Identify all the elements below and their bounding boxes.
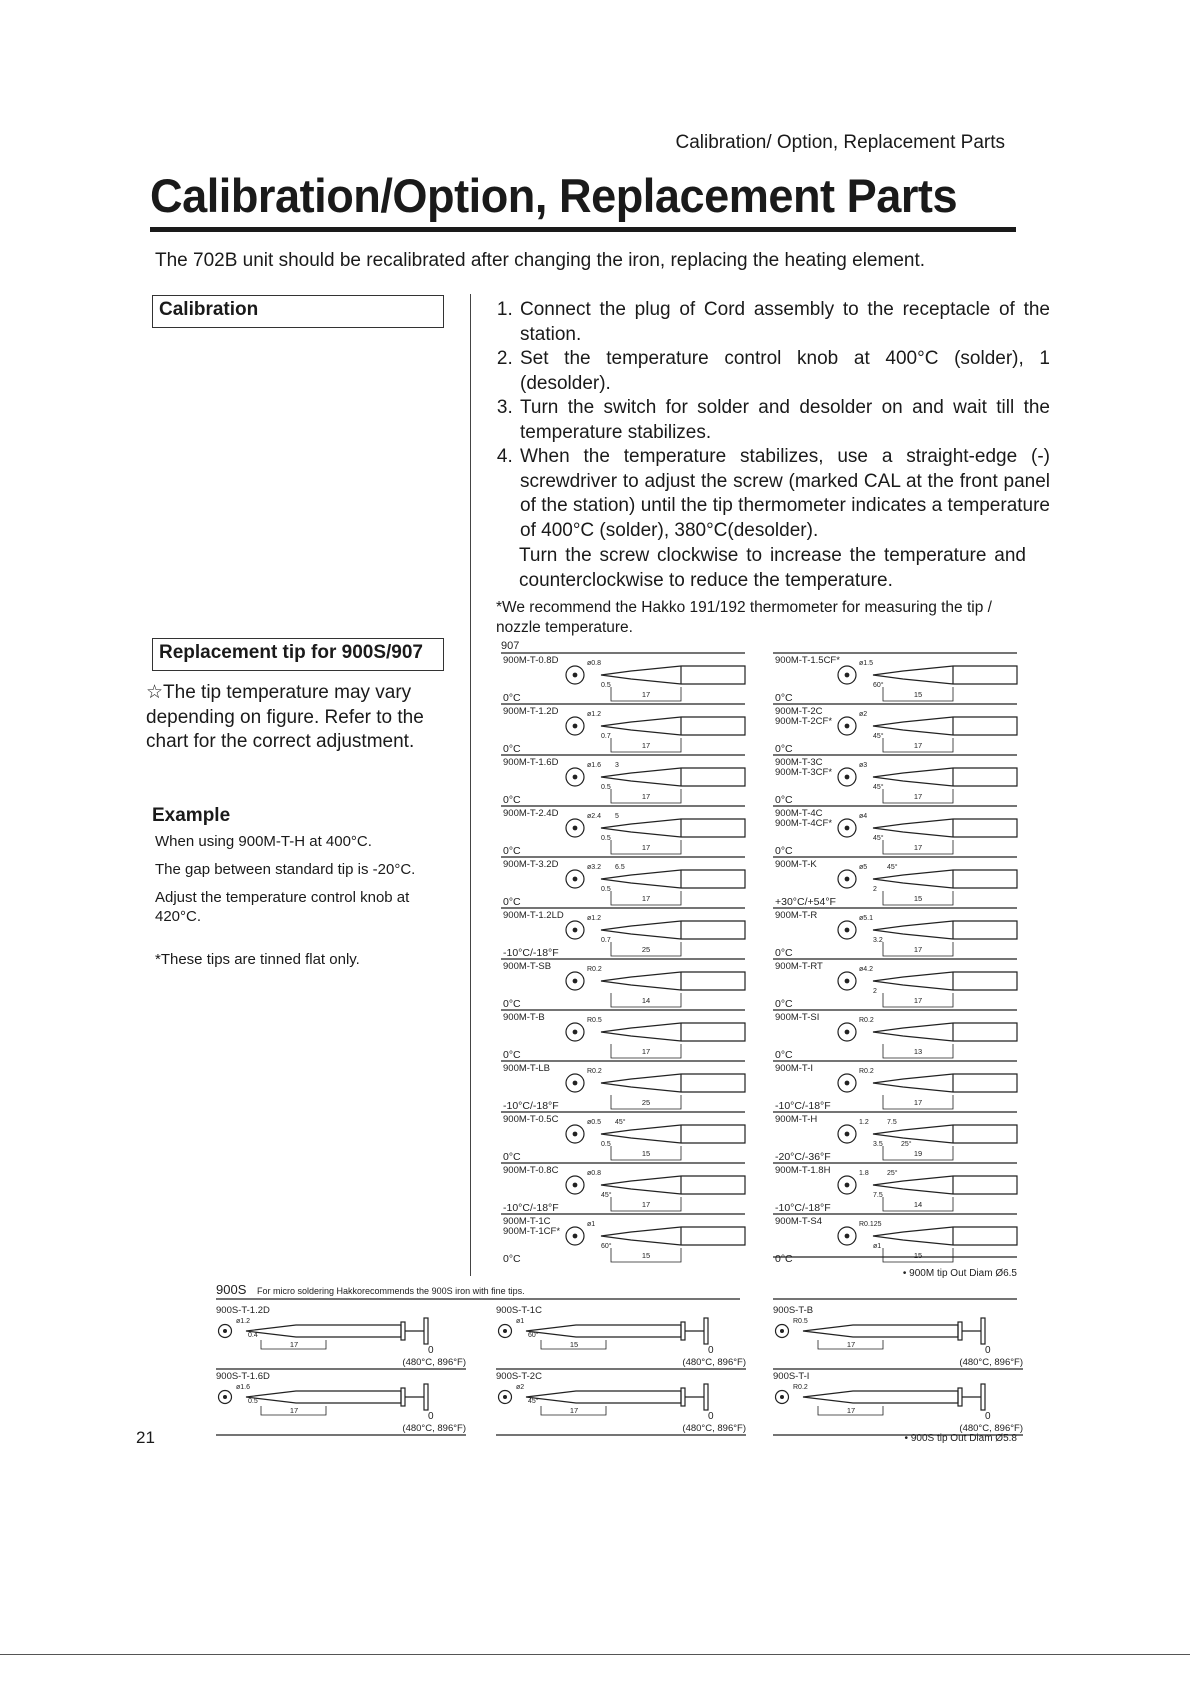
tip-profile [246,1325,401,1337]
tip-model-name: 900M-T-1.8H [775,1165,831,1176]
tip-profile [873,1176,1017,1194]
tip-cell-left-4 [501,857,745,908]
tip-length-label: 15 [569,1340,579,1349]
tip-section-core [503,1395,507,1399]
example-line: When using 900M-T-H at 400°C. [155,833,372,850]
tip-length-label: 17 [846,1340,856,1349]
series-907-footnote: • 900M tip Out Diam Ø6.5 [902,1268,1017,1279]
tip-section-core [780,1395,784,1399]
tip-length-label: 17 [846,1406,856,1415]
tip-model-name: 900M-T-3C [775,757,823,768]
tip-temp-value: 0 [985,1345,991,1356]
bottom-rule [0,1654,1190,1655]
tip-dimension-label: ø0.5 [587,1119,602,1126]
tip-profile [601,921,745,939]
tip-dimension-label: 45° [873,733,884,740]
running-head: Calibration/ Option, Replacement Parts [675,132,1005,153]
tip-temp-offset: 0°C [775,692,793,704]
tip-profile [601,1227,745,1245]
tip-model-name: 900S-T-1.2D [216,1305,270,1316]
tip-dimension-label: 0.5 [601,682,611,689]
tip-temp-value: 0 [985,1411,991,1422]
tip-cell-left-1 [501,704,745,755]
tip-temp-value: 0 [708,1411,714,1422]
tip-900s-cell-2 [773,1305,1023,1369]
tip-length-label: 17 [913,741,923,750]
tip-cell-right-2 [773,755,1017,806]
tip-dimension-label: R0.5 [793,1318,808,1325]
tip-dimension-label: ø1.2 [587,915,602,922]
tip-temp-alt: (480°C, 896°F) [402,1357,466,1368]
tip-900s-cell-0 [216,1305,466,1369]
tip-dimension-label: R0.2 [587,966,602,973]
tip-dimension-label: 45° [873,835,884,842]
tip-dimension-label: ø0.8 [587,1170,602,1177]
tip-dimension-label: ø2.4 [587,813,602,820]
tip-length-label: 17 [641,792,651,801]
tip-profile [601,972,745,990]
tip-length-label: 17 [289,1406,299,1415]
tip-end-flange [704,1384,708,1410]
tip-dimension-label: 2 [873,988,877,995]
tip-model-name: 900M-T-3.2D [503,859,559,870]
tip-temp-offset: -10°C/-18°F [775,1202,831,1214]
tip-length-label: 15 [913,894,923,903]
tip-dimension-label: R0.5 [587,1017,602,1024]
tip-dimension-label: 45° [601,1192,612,1199]
tip-temp-alt: (480°C, 896°F) [959,1423,1023,1434]
tip-model-name: 900M-T-RT [775,961,823,972]
tip-flange [958,1388,962,1406]
tip-section-core [573,775,578,780]
tip-dimension-label: ø4.2 [859,966,874,973]
tip-length-label: 17 [641,843,651,852]
replacement-tip-heading: Replacement tip for 900S/907 [152,638,444,671]
tip-end-flange [981,1318,985,1344]
tip-model-name: 900M-T-I [775,1063,814,1074]
tip-temp-offset: -10°C/-18°F [503,1202,559,1214]
tip-temp-alt: (480°C, 896°F) [682,1357,746,1368]
tip-cell-left-0 [501,653,745,704]
tip-cell-left-8 [501,1061,745,1112]
tip-profile [601,870,745,888]
tip-model-name: 900M-T-1.5CF* [775,655,840,666]
tip-dimension-label: ø1.6 [236,1384,251,1391]
tip-section-core [573,1081,578,1086]
tip-profile [873,666,1017,684]
tip-dimension-label: ø1 [587,1221,596,1228]
tip-temp-offset: 0°C [503,896,521,908]
calibration-step: 3. Turn the switch for solder and desolder on and wait till the temperature stabilizes. [518,396,1050,445]
thermometer-recommendation: *We recommend the Hakko 191/192 thermometer for measuring the tip / nozzle temperature. [496,599,992,636]
tip-temp-value: 0 [428,1345,434,1356]
tip-flange [681,1322,685,1340]
tip-profile [873,1227,1017,1245]
tip-section-core [573,877,578,882]
tip-profile [873,768,1017,786]
tip-cell-left-7 [501,1010,745,1061]
tip-dimension-label: 45° [615,1119,626,1126]
tip-dimension-label: 45° [528,1398,539,1405]
tip-section-core [845,979,850,984]
calibration-step: 4. When the temperature stabilizes, use a straight-edge (-) screwdriver to adjust the screw (marked CAL at the front panel of the station) until the tip thermometer indicates a temperature of 400°C (solder), 380°C(desolder). [518,445,1050,543]
tip-profile [601,1023,745,1041]
tip-length-label: 15 [641,1251,651,1260]
tip-length-label: 14 [913,1200,923,1209]
tip-dimension-label: ø3.2 [587,864,602,871]
tip-temp-offset: +30°C/+54°F [775,896,836,908]
tip-model-name: 900M-T-1CF* [503,1226,561,1237]
tip-model-name: 900M-T-H [775,1114,818,1125]
tip-profile [873,819,1017,837]
tip-dimension-label: 3.5 [873,1141,883,1148]
tip-flange [958,1322,962,1340]
tip-dimension-label: 2 [873,886,877,893]
calibration-step-note: Turn the screw clockwise to increase the temperature and counterclockwise to reduce the temperature. [519,545,1026,591]
tip-length-label: 17 [641,690,651,699]
tip-cell-right-7 [773,1010,1017,1061]
tip-model-name: 900M-T-0.8C [503,1165,559,1176]
tip-temp-offset: 0°C [503,1049,521,1061]
tip-cell-left-6 [501,959,745,1010]
tip-dimension-label: ø3 [859,762,868,769]
tip-length-label: 17 [913,996,923,1005]
tip-section-core [573,1030,578,1035]
tip-profile [601,1074,745,1092]
tip-dimension-label: 0.5 [601,1141,611,1148]
tip-profile [526,1325,681,1337]
tip-section-core [573,724,578,729]
tip-section-core [573,1234,578,1239]
tip-profile [601,819,745,837]
tip-section-core [845,826,850,831]
tip-profile [873,972,1017,990]
tip-dimension-label: ø4 [859,813,868,820]
tip-temp-offset: 0°C [503,845,521,857]
tip-section-core [780,1329,784,1333]
tip-model-name: 900S-T-2C [496,1371,542,1382]
tip-profile [873,717,1017,735]
tip-section-core [573,1183,578,1188]
page-number: 21 [136,1428,155,1447]
tip-temp-offset: -10°C/-18°F [503,1100,559,1112]
series-900s-sublabel: For micro soldering Hakkorecommends the 900S iron with fine tips. [257,1286,525,1296]
tip-section-core [223,1395,227,1399]
tip-flange [681,1388,685,1406]
tip-model-name: 900M-T-3CF* [775,767,833,778]
tip-dimension-label: 0.7 [601,937,611,944]
tip-length-label: 17 [641,894,651,903]
tip-dimension-label: 45° [887,864,898,871]
tip-profile [601,1176,745,1194]
tip-length-label: 14 [641,996,651,1005]
tip-section-core [845,1081,850,1086]
tip-model-name: 900M-T-0.8D [503,655,559,666]
tip-temp-alt: (480°C, 896°F) [959,1357,1023,1368]
tip-length-label: 17 [641,1047,651,1056]
tip-section-core [845,1183,850,1188]
tip-dimension-label: 0.5 [248,1398,258,1405]
tip-cell-right-4 [773,857,1017,908]
tip-model-name: 900M-T-0.5C [503,1114,559,1125]
tip-length-label: 13 [913,1047,923,1056]
tip-length-label: 15 [913,690,923,699]
example-heading: Example [152,805,231,826]
tip-cell-left-10 [501,1163,745,1214]
calibration-heading: Calibration [152,295,444,328]
tip-dimension-label: 7.5 [873,1192,883,1199]
tip-temp-alt: (480°C, 896°F) [402,1423,466,1434]
tip-model-name: 900M-T-K [775,859,817,870]
tip-length-label: 15 [641,1149,651,1158]
tip-dimension-label: 0.5 [601,886,611,893]
tip-model-name: 900M-T-SI [775,1012,820,1023]
tip-end-flange [424,1384,428,1410]
example-line: Adjust the temperature control knob at 420°C. [155,889,410,925]
tip-dimension-label: 45° [873,784,884,791]
tip-dimension-label: R0.2 [793,1384,808,1391]
tip-profile [873,921,1017,939]
tip-dimension-label: ø1.5 [859,660,874,667]
tip-section-core [845,1234,850,1239]
tip-section-core [845,928,850,933]
tip-cell-right-8 [773,1061,1017,1112]
tip-dimension-label: 25° [887,1170,898,1177]
tip-900s-cell-3 [216,1371,466,1435]
tip-section-core [223,1329,227,1333]
tip-model-name: 900S-T-1.6D [216,1371,270,1382]
tip-profile [246,1391,401,1403]
tip-cell-right-3 [773,806,1017,857]
tip-dimension-label: 1.8 [859,1170,869,1177]
tip-temp-offset: 0°C [775,947,793,959]
tip-temp-offset: 0°C [503,794,521,806]
tip-temp-offset: 0°C [503,743,521,755]
tip-cell-left-5 [501,908,745,959]
tip-profile [803,1391,958,1403]
tip-temp-offset: 0°C [503,1253,521,1265]
tip-dimension-label: ø1.2 [236,1318,251,1325]
calibration-step: 2. Set the temperature control knob at 400°C (solder), 1 (desolder). [518,347,1050,396]
tip-profile [873,1074,1017,1092]
tip-profile [526,1391,681,1403]
tip-length-label: 17 [913,792,923,801]
tip-cell-left-9 [501,1112,745,1163]
tip-model-name: 900S-T-I [773,1371,810,1382]
tip-temp-offset: 0°C [775,743,793,755]
tip-cell-right-6 [773,959,1017,1010]
tip-section-core [845,877,850,882]
tip-dimension-label: R0.2 [859,1017,874,1024]
tip-profile [601,768,745,786]
tip-dimension-label: 6.5 [615,864,625,871]
tip-section-core [845,775,850,780]
tip-dimension-label: R0.2 [859,1068,874,1075]
example-line: The gap between standard tip is -20°C. [155,861,416,878]
tip-section-core [573,826,578,831]
tip-900s-cell-4 [496,1371,746,1435]
tip-dimension-label: 3 [615,762,619,769]
calibration-step: 1. Connect the plug of Cord assembly to the receptacle of the station. [518,298,1050,347]
tip-temp-value: 0 [428,1411,434,1422]
tip-dimension-label: 0.4 [248,1332,258,1339]
tip-end-flange [704,1318,708,1344]
tip-profile [873,1125,1017,1143]
tip-dimension-label: ø1.6 [587,762,602,769]
tip-temp-alt: (480°C, 896°F) [682,1423,746,1434]
series-900s-label: 900S [216,1282,247,1297]
tip-dimension-label: ø5 [859,864,868,871]
tip-dimension-label: ø2 [859,711,868,718]
tip-length-label: 25 [641,945,651,954]
tip-dimension-label: 60° [601,1243,612,1250]
tip-dimension-label: 0.5 [601,835,611,842]
tip-profile [601,717,745,735]
tip-dimension-label: ø1 [873,1243,882,1250]
tip-model-name: 900M-T-2.4D [503,808,559,819]
tip-profile [873,870,1017,888]
tip-model-name: 900M-T-1.6D [503,757,559,768]
tip-length-label: 17 [913,945,923,954]
tip-dimension-label: 0.7 [601,733,611,740]
tip-temp-offset: 0°C [503,998,521,1010]
tip-temp-value: 0 [708,1345,714,1356]
page-title: Calibration/Option, Replacement Parts [150,169,958,222]
tip-cell-right-1 [773,704,1017,755]
tip-profile [601,1125,745,1143]
tip-dimension-label: 60° [873,682,884,689]
tip-section-core [573,928,578,933]
tip-model-name: 900M-T-2C [775,706,823,717]
tip-dimension-label: 25° [901,1141,912,1148]
tip-section-core [573,673,578,678]
tip-model-name: 900M-T-SB [503,961,552,972]
tip-end-flange [981,1384,985,1410]
tip-dimension-label: ø5.1 [859,915,874,922]
tip-cell-right-0 [773,653,1017,704]
tip-dimension-label: ø1 [516,1318,525,1325]
tip-cell-left-2 [501,755,745,806]
tip-section-core [845,1030,850,1035]
tip-dimension-label: ø1.2 [587,711,602,718]
tip-section-core [845,1132,850,1137]
tip-model-name: 900M-T-B [503,1012,545,1023]
tip-temp-offset: 0°C [775,998,793,1010]
tip-temp-offset: 0°C [775,794,793,806]
tip-length-label: 17 [289,1340,299,1349]
tip-dimension-label: 1.2 [859,1119,869,1126]
tip-length-label: 17 [569,1406,579,1415]
tip-length-label: 25 [641,1098,651,1107]
tip-cell-left-11 [501,1214,745,1265]
tip-cell-right-9 [773,1112,1017,1163]
series-900s-header [216,1282,1017,1299]
tip-dimension-label: ø2 [516,1384,525,1391]
tip-dimension-label: R0.125 [859,1221,882,1228]
series-907-label: 907 [501,640,520,652]
tip-model-name: 900M-T-4CF* [775,818,833,829]
tip-dimension-label: 60° [528,1332,539,1339]
tip-temp-offset: 0°C [775,845,793,857]
tip-temperature-note: ☆The tip temperature may vary depending on figure. Refer to the chart for the correct adjustment. [146,682,424,752]
tip-section-core [573,1132,578,1137]
tip-dimension-label: 3.2 [873,937,883,944]
tip-temp-offset: -20°C/-36°F [775,1151,831,1163]
tip-model-name: 900M-T-1C [503,1216,551,1227]
tip-section-core [845,673,850,678]
tip-length-label: 17 [641,741,651,750]
tip-model-name: 900M-T-2CF* [775,716,833,727]
tip-end-flange [424,1318,428,1344]
tip-temp-offset: 0°C [775,1253,793,1265]
tip-dimension-label: 5 [615,813,619,820]
tip-length-label: 17 [641,1200,651,1209]
tip-section-core [845,724,850,729]
tip-cell-right-10 [773,1163,1017,1214]
tip-model-name: 900M-T-R [775,910,818,921]
tip-dimension-label: 7.5 [887,1119,897,1126]
tip-900s-cell-5 [773,1371,1023,1435]
tip-length-label: 17 [913,843,923,852]
tip-temp-offset: 0°C [503,1151,521,1163]
tip-cell-left-3 [501,806,745,857]
tip-dimension-label: 0.5 [601,784,611,791]
tip-model-name: 900S-T-B [773,1305,814,1316]
tip-dimension-label: R0.2 [587,1068,602,1075]
tip-section-core [573,979,578,984]
tip-cell-right-5 [773,908,1017,959]
example-line: *These tips are tinned flat only. [155,951,360,968]
tip-model-name: 900M-T-1.2LD [503,910,564,921]
tip-profile [873,1023,1017,1041]
intro-text: The 702B unit should be recalibrated after changing the iron, replacing the heating element. [155,250,926,271]
tip-model-name: 900S-T-1C [496,1305,542,1316]
tip-temp-offset: 0°C [503,692,521,704]
tip-900s-cell-1 [496,1305,746,1369]
tip-section-core [503,1329,507,1333]
tip-model-name: 900M-T-LB [503,1063,550,1074]
tip-model-name: 900M-T-S4 [775,1216,822,1227]
tip-dimension-label: ø0.8 [587,660,602,667]
tip-temp-offset: -10°C/-18°F [503,947,559,959]
tip-model-name: 900M-T-4C [775,808,823,819]
tip-length-label: 17 [913,1098,923,1107]
tip-length-label: 19 [913,1149,923,1158]
tip-length-label: 15 [913,1251,923,1260]
tip-temp-offset: -10°C/-18°F [775,1100,831,1112]
tip-model-name: 900M-T-1.2D [503,706,559,717]
tip-profile [803,1325,958,1337]
series-900s-footnote: • 900S tip Out Diam Ø5.8 [904,1433,1017,1444]
tip-profile [601,666,745,684]
tip-temp-offset: 0°C [775,1049,793,1061]
